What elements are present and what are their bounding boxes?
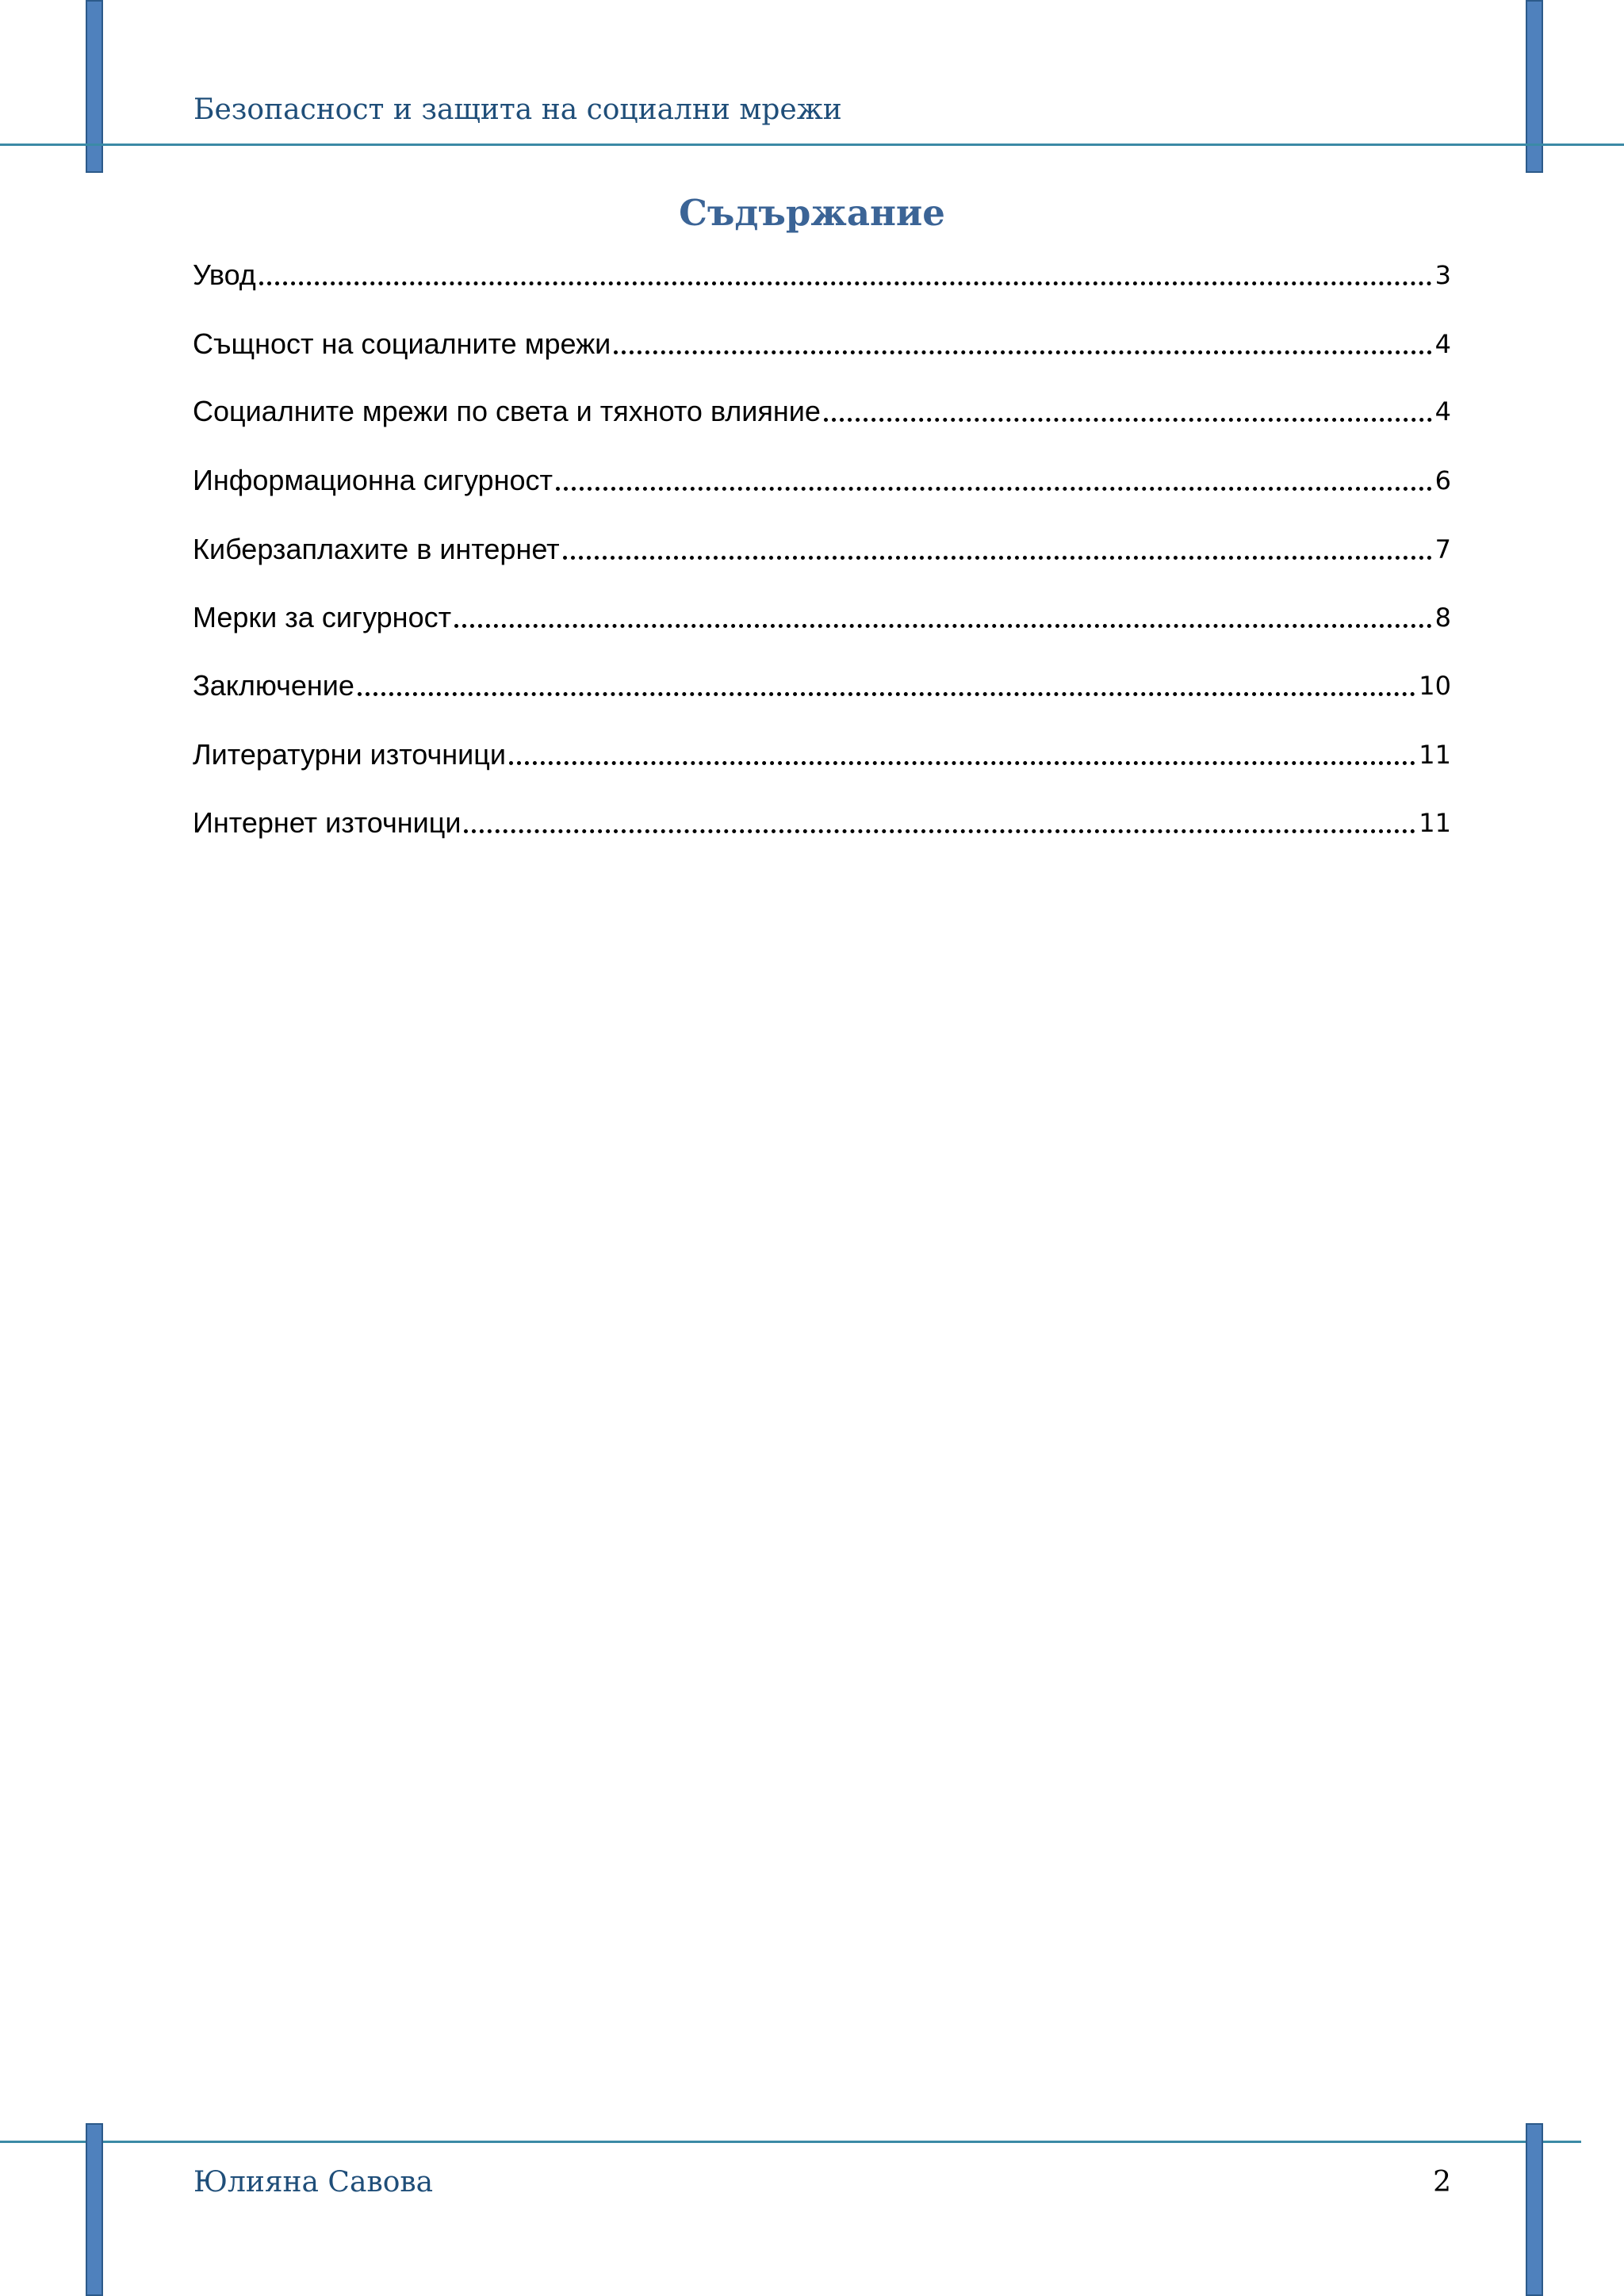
toc-dot-leader [556, 487, 1432, 491]
toc-entry[interactable] [193, 255, 1451, 295]
toc-entry[interactable] [193, 666, 1451, 706]
toc-entry[interactable] [193, 530, 1451, 569]
toc-entry-label: Киберзаплахите в интернет [193, 533, 560, 565]
toc-dot-leader [614, 350, 1431, 354]
toc-entry-page: 4 [1434, 329, 1451, 359]
toc-dot-leader [259, 281, 1432, 285]
toc-entry-page: 7 [1434, 534, 1451, 564]
toc-entry-label: Мерки за сигурност [193, 601, 452, 633]
toc-entry[interactable] [193, 735, 1451, 775]
toc-entry[interactable] [193, 324, 1451, 364]
header-left-bar [86, 0, 103, 173]
footer-right-bar [1526, 2123, 1543, 2296]
toc-entry-page: 6 [1434, 465, 1451, 496]
toc-entry-label: Литературни източници [193, 738, 506, 771]
header-title: Безопасност и защита на социални мрежи [193, 94, 842, 126]
toc-entry-page: 10 [1419, 671, 1451, 701]
toc-entry-label: Заключение [193, 669, 354, 702]
toc-entry-page: 11 [1419, 740, 1451, 770]
toc-dot-leader [509, 761, 1415, 765]
toc-entry-label: Информационна сигурност [193, 464, 553, 496]
toc-entry-label: Социалните мрежи по света и тяхното влияние [193, 395, 821, 427]
toc-dot-leader [358, 692, 1415, 696]
toc-entry-page: 4 [1434, 396, 1451, 427]
toc-entry-label: Увод [193, 258, 256, 291]
footer-rule [0, 2141, 1581, 2143]
header-right-bar [1526, 0, 1543, 173]
toc-entry[interactable] [193, 392, 1451, 431]
toc-dot-leader [563, 556, 1432, 560]
toc-entry[interactable] [193, 803, 1451, 843]
footer-left-bar [86, 2123, 103, 2296]
toc-dot-leader [454, 624, 1432, 628]
toc-entry[interactable] [193, 461, 1451, 500]
footer-page-number: 2 [1433, 2166, 1451, 2198]
header-rule [0, 144, 1624, 146]
toc-dot-leader [824, 418, 1432, 422]
toc-entry-page: 3 [1434, 260, 1451, 290]
toc-heading: Съдържание [679, 192, 945, 234]
toc-entry-page: 11 [1419, 808, 1451, 838]
toc-dot-leader [464, 829, 1415, 833]
toc-entry-label: Интернет източници [193, 806, 462, 839]
toc-entry[interactable] [193, 598, 1451, 637]
toc-entry-label: Същност на социалните мрежи [193, 327, 611, 360]
footer-author: Юлияна Савова [193, 2166, 434, 2198]
toc-entry-page: 8 [1434, 603, 1451, 633]
